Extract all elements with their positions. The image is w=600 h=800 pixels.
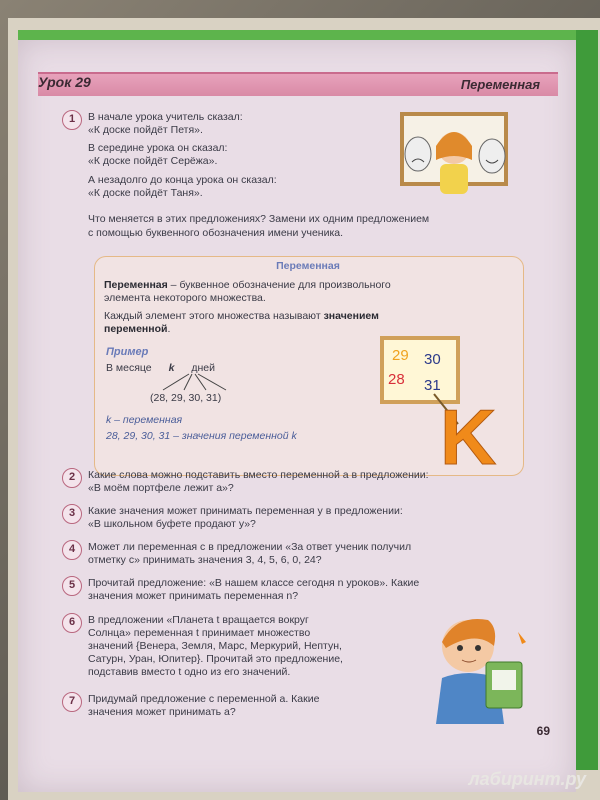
board-illustration <box>378 334 508 470</box>
task1-line-3: В середине урока он сказал: <box>88 142 228 154</box>
definition-line3-text: Каждый элемент этого множества называют <box>104 310 324 322</box>
variable-line: k – переменная <box>106 414 183 426</box>
lesson-topic: Переменная <box>460 77 540 92</box>
task4-line-1: Может ли переменная с в предложении «За ответ ученик получил <box>88 541 412 553</box>
task-number-5: 5 <box>62 576 82 596</box>
task2-line-2: «В моём портфеле лежит а»? <box>88 482 234 494</box>
task6-line-5: подставив вместо t одно из его значений. <box>88 666 291 678</box>
task-number-3: 3 <box>62 504 82 524</box>
task7-line-2: значения может принимать а? <box>88 706 236 718</box>
board-value-3: 28 <box>388 371 405 388</box>
example-label: Пример <box>106 346 149 358</box>
task1-line-1: В начале урока учитель сказал: <box>88 111 243 123</box>
task1-question-2: с помощью буквенного обозначения имени ученика. <box>88 227 344 239</box>
task1-line-5: А незадолго до конца урока он сказал: <box>88 174 277 186</box>
definition-line-1 <box>104 279 391 291</box>
definition-line4-rest: . <box>167 323 171 335</box>
example-suffix: дней <box>191 362 215 374</box>
task6-line-4: Сатурн, Уран, Юпитер}. Прочитай это предложение, <box>88 653 343 665</box>
task1-line-4: «К доске пойдёт Серёжа». <box>88 155 218 167</box>
big-letter-k: K <box>440 393 497 470</box>
task2-line-1: Какие слова можно подставить вместо переменной а в предложении: <box>88 469 429 481</box>
board-value-4: 31 <box>424 377 441 394</box>
board-value-1: 29 <box>392 347 409 364</box>
watermark: лабиринт.ру <box>468 769 586 789</box>
task7-line-1: Придумай предложение с переменной а. Какие <box>88 693 320 705</box>
boy-illustration <box>406 606 546 726</box>
task3-line-1: Какие значения может принимать переменная у в предложении: <box>88 505 403 517</box>
board-value-2: 30 <box>424 351 441 368</box>
definition-title: Переменная <box>276 260 340 272</box>
lesson-number: Урок 29 <box>38 74 91 90</box>
task-number-7: 7 <box>62 692 82 712</box>
masks-illustration <box>388 108 518 204</box>
task1-question-1: Что меняется в этих предложениях? Замени их одним предложением <box>88 213 430 225</box>
example-set: (28, 29, 30, 31) <box>150 392 222 404</box>
definition-line1-rest: – буквенное обозначение для произвольного <box>167 279 391 291</box>
task1-line-2: «К доске пойдёт Петя». <box>88 124 203 136</box>
definition-line3-bold: значением <box>323 310 379 322</box>
task-number-2: 2 <box>62 468 82 488</box>
task5-line-1: Прочитай предложение: «В нашем классе сегодня n уроков». Какие <box>88 577 420 589</box>
definition-line-4 <box>104 323 170 335</box>
task-number-1: 1 <box>62 110 82 130</box>
task5-line-2: значения может принимать переменная n? <box>88 590 299 602</box>
example-variable: k <box>168 362 175 374</box>
definition-line-3 <box>104 310 379 322</box>
definition-term: Переменная <box>104 279 168 291</box>
page-number: 69 <box>536 724 550 738</box>
example-arrows <box>148 373 238 393</box>
definition-line-2: элемента некоторого множества. <box>104 292 266 304</box>
task6-line-2: Солнца» переменная t принимает множество <box>88 627 311 639</box>
page-content <box>18 30 576 782</box>
task6-line-1: В предложении «Планета t вращается вокруг <box>88 614 309 626</box>
task-number-6: 6 <box>62 613 82 633</box>
task-number-4: 4 <box>62 540 82 560</box>
task6-line-3: значений {Венера, Земля, Марс, Меркурий, Нептун, <box>88 640 342 652</box>
task1-line-6: «К доске пойдёт Таня». <box>88 187 203 199</box>
task3-line-2: «В школьном буфете продают у»? <box>88 518 256 530</box>
task4-line-2: отметку с» принимать значения 3, 4, 5, 6, 0, 24? <box>88 554 322 566</box>
values-line: 28, 29, 30, 31 – значения переменной k <box>106 430 297 442</box>
example-prefix: В месяце <box>106 362 152 374</box>
definition-line4-bold: переменной <box>104 323 168 335</box>
